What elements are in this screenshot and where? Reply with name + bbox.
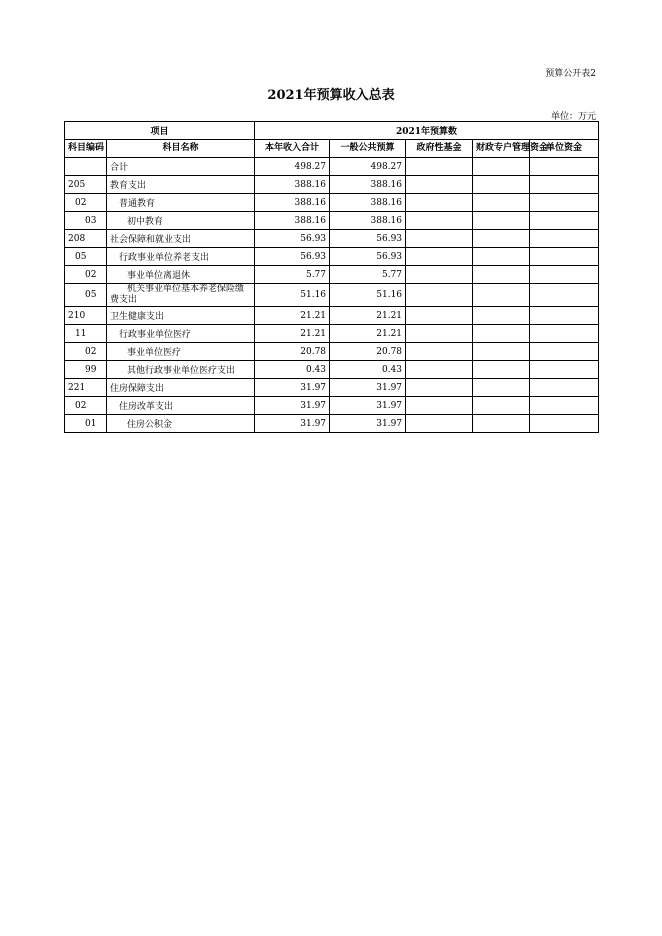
cell-special — [473, 361, 530, 379]
table-group-header-row — [65, 122, 599, 140]
cell-total: 20.78 — [255, 343, 330, 361]
cell-unit — [530, 212, 599, 230]
cell-special — [473, 307, 530, 325]
cell-name: 机关事业单位基本养老保险缴费支出 — [107, 284, 255, 307]
cell-fund — [406, 176, 473, 194]
cell-code: 208 — [65, 230, 107, 248]
cell-code: 03 — [65, 212, 107, 230]
cell-name: 初中教育 — [107, 212, 255, 230]
cell-total: 31.97 — [255, 397, 330, 415]
table-column-header-row — [65, 140, 599, 158]
column-header-general: 一般公共预算 — [330, 140, 406, 158]
cell-name: 住房保障支出 — [107, 379, 255, 397]
cell-fund — [406, 158, 473, 176]
cell-fund — [406, 325, 473, 343]
cell-total: 388.16 — [255, 194, 330, 212]
cell-fund — [406, 343, 473, 361]
unit-label: 单位：万元 — [550, 112, 596, 122]
table-number-label: 预算公开表2 — [545, 69, 596, 79]
cell-special — [473, 284, 530, 307]
column-header-total: 本年收入合计 — [255, 140, 330, 158]
cell-total: 388.16 — [255, 212, 330, 230]
cell-name: 事业单位离退休 — [107, 266, 255, 284]
cell-general: 388.16 — [330, 212, 406, 230]
cell-unit — [530, 325, 599, 343]
cell-code: 05 — [65, 248, 107, 266]
cell-special — [473, 194, 530, 212]
table-row — [65, 325, 599, 343]
table-row — [65, 343, 599, 361]
table-row — [65, 361, 599, 379]
table-row — [65, 230, 599, 248]
table-row — [65, 194, 599, 212]
cell-unit — [530, 266, 599, 284]
cell-name: 教育支出 — [107, 176, 255, 194]
cell-name: 其他行政事业单位医疗支出 — [107, 361, 255, 379]
cell-total: 31.97 — [255, 415, 330, 433]
table-row — [65, 176, 599, 194]
cell-special — [473, 248, 530, 266]
cell-name: 行政事业单位医疗 — [107, 325, 255, 343]
cell-unit — [530, 379, 599, 397]
cell-code: 221 — [65, 379, 107, 397]
cell-general: 388.16 — [330, 176, 406, 194]
cell-code: 02 — [65, 194, 107, 212]
cell-fund — [406, 397, 473, 415]
cell-special — [473, 415, 530, 433]
cell-special — [473, 397, 530, 415]
cell-total: 0.43 — [255, 361, 330, 379]
cell-fund — [406, 379, 473, 397]
cell-special — [473, 176, 530, 194]
cell-fund — [406, 361, 473, 379]
cell-general: 21.21 — [330, 307, 406, 325]
cell-unit — [530, 307, 599, 325]
page-title: 2021年预算收入总表 — [267, 88, 395, 103]
table-row — [65, 415, 599, 433]
cell-code — [65, 158, 107, 176]
column-header-name: 科目名称 — [107, 140, 255, 158]
table-row — [65, 284, 599, 307]
column-header-special: 财政专户管理资金 — [473, 140, 530, 158]
cell-general: 21.21 — [330, 325, 406, 343]
cell-total: 5.77 — [255, 266, 330, 284]
group-header-budget: 2021年预算数 — [255, 122, 599, 140]
cell-code: 02 — [65, 397, 107, 415]
cell-code: 11 — [65, 325, 107, 343]
column-header-unit: 单位资金 — [530, 140, 599, 158]
table-row — [65, 379, 599, 397]
table-row — [65, 158, 599, 176]
cell-total: 498.27 — [255, 158, 330, 176]
cell-unit — [530, 248, 599, 266]
cell-general: 498.27 — [330, 158, 406, 176]
cell-special — [473, 212, 530, 230]
cell-total: 21.21 — [255, 307, 330, 325]
cell-special — [473, 343, 530, 361]
column-header-fund: 政府性基金 — [406, 140, 473, 158]
cell-total: 56.93 — [255, 230, 330, 248]
cell-unit — [530, 415, 599, 433]
cell-special — [473, 158, 530, 176]
cell-special — [473, 230, 530, 248]
cell-unit — [530, 397, 599, 415]
cell-name: 住房公积金 — [107, 415, 255, 433]
cell-name: 住房改革支出 — [107, 397, 255, 415]
cell-general: 5.77 — [330, 266, 406, 284]
column-header-code: 科目编码 — [65, 140, 107, 158]
cell-fund — [406, 284, 473, 307]
cell-fund — [406, 248, 473, 266]
cell-total: 31.97 — [255, 379, 330, 397]
cell-fund — [406, 212, 473, 230]
cell-special — [473, 379, 530, 397]
cell-code: 02 — [65, 266, 107, 284]
cell-code: 02 — [65, 343, 107, 361]
group-header-item: 项目 — [65, 122, 255, 140]
cell-unit — [530, 343, 599, 361]
cell-fund — [406, 266, 473, 284]
table-row — [65, 212, 599, 230]
cell-total: 51.16 — [255, 284, 330, 307]
cell-general: 20.78 — [330, 343, 406, 361]
cell-fund — [406, 194, 473, 212]
table-row — [65, 307, 599, 325]
cell-general: 31.97 — [330, 397, 406, 415]
cell-general: 56.93 — [330, 230, 406, 248]
cell-special — [473, 325, 530, 343]
cell-general: 388.16 — [330, 194, 406, 212]
cell-unit — [530, 361, 599, 379]
cell-code: 210 — [65, 307, 107, 325]
table-row — [65, 266, 599, 284]
cell-code: 99 — [65, 361, 107, 379]
cell-general: 0.43 — [330, 361, 406, 379]
cell-name: 事业单位医疗 — [107, 343, 255, 361]
cell-total: 56.93 — [255, 248, 330, 266]
cell-general: 31.97 — [330, 379, 406, 397]
cell-general: 51.16 — [330, 284, 406, 307]
cell-name: 普通教育 — [107, 194, 255, 212]
cell-total: 21.21 — [255, 325, 330, 343]
cell-unit — [530, 176, 599, 194]
cell-code: 205 — [65, 176, 107, 194]
cell-special — [473, 266, 530, 284]
cell-code: 05 — [65, 284, 107, 307]
cell-fund — [406, 415, 473, 433]
cell-fund — [406, 230, 473, 248]
cell-total: 388.16 — [255, 176, 330, 194]
table-row — [65, 397, 599, 415]
cell-name: 卫生健康支出 — [107, 307, 255, 325]
table-row — [65, 248, 599, 266]
cell-name: 行政事业单位养老支出 — [107, 248, 255, 266]
cell-unit — [530, 158, 599, 176]
cell-fund — [406, 307, 473, 325]
cell-unit — [530, 284, 599, 307]
cell-unit — [530, 194, 599, 212]
cell-general: 31.97 — [330, 415, 406, 433]
cell-general: 56.93 — [330, 248, 406, 266]
cell-code: 01 — [65, 415, 107, 433]
cell-unit — [530, 230, 599, 248]
cell-name: 社会保障和就业支出 — [107, 230, 255, 248]
budget-revenue-table — [64, 121, 599, 433]
cell-name: 合计 — [107, 158, 255, 176]
